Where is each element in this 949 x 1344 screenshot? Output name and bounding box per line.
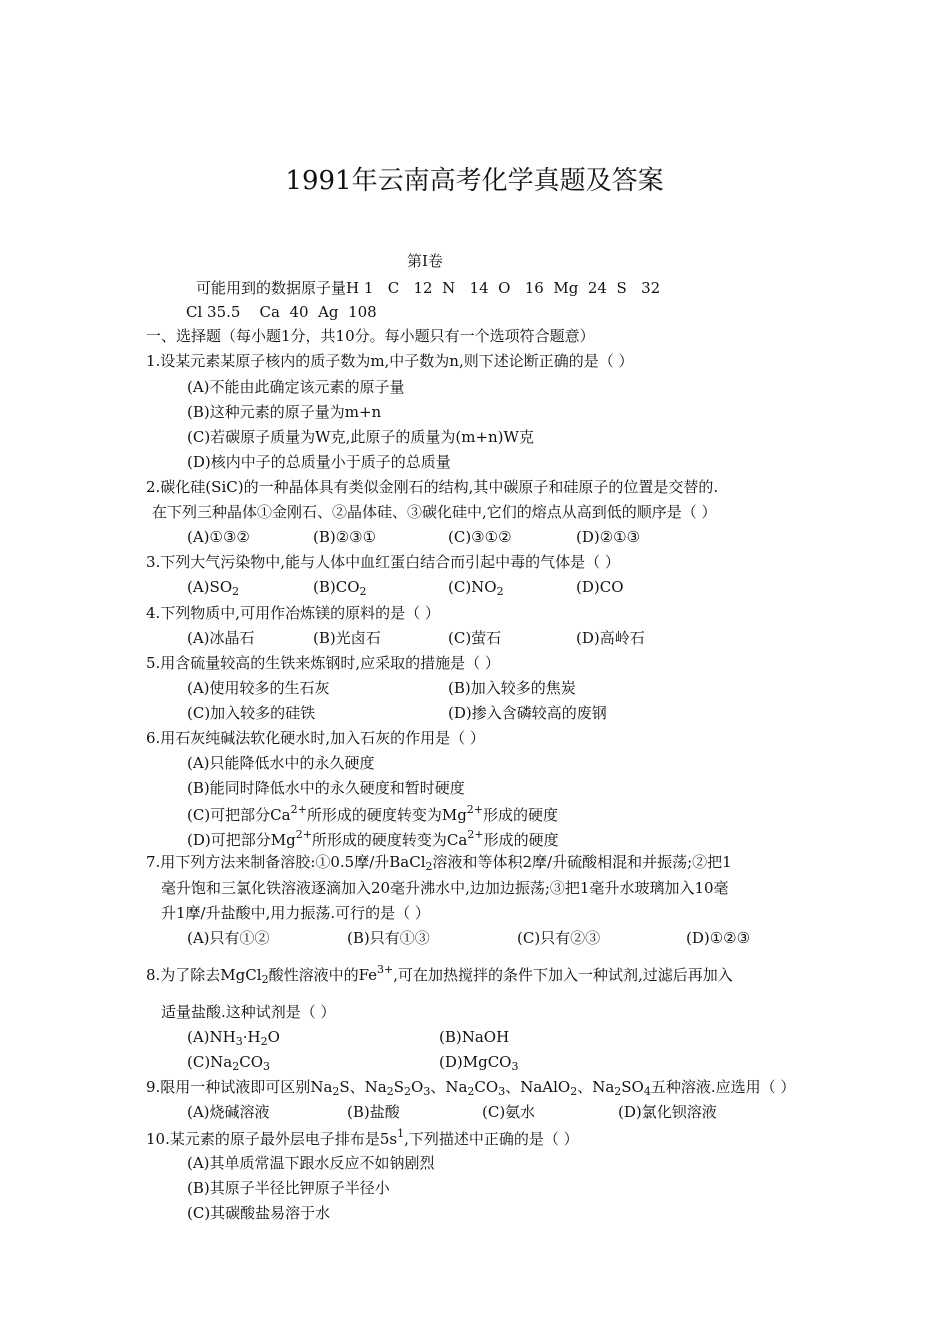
question-8-option-b: (B)NaOH: [439, 1028, 510, 1046]
question-7-option-d: (D)①②③: [686, 929, 751, 947]
question-10-option-b: (B)其原子半径比钾原子半径小: [187, 1179, 390, 1197]
question-9-option-b: (B)盐酸: [347, 1103, 400, 1121]
question-8-option-d: (D)MgCO$_3$: [439, 1053, 519, 1073]
question-1-stem: 1.设某元素某原子核内的质子数为m,中子数为n,则下述论断正确的是（ ）: [146, 352, 634, 370]
question-1-option-b: (B)这种元素的原子量为m+n: [187, 403, 382, 421]
question-5-option-d: (D)掺入含磷较高的废钢: [448, 704, 607, 722]
question-10-option-c: (C)其碳酸盐易溶于水: [187, 1204, 331, 1222]
question-6-option-d: (D)可把部分$Mg^{2+}$所形成的硬度转变为$Ca^{2+}$形成的硬度: [187, 828, 559, 849]
question-4-stem: 4.下列物质中,可用作冶炼镁的原料的是（ ）: [146, 604, 440, 622]
question-1-option-c: (C)若碳原子质量为W克,此原子的质量为(m+n)W克: [187, 428, 534, 446]
question-7-stem-line-1: 7.用下列方法来制备溶胶:①0.5摩/升BaCl$_2$溶液和等体积2摩/升硫酸相混和并振荡;②把1: [146, 853, 732, 873]
question-7-stem-line-3: 升1摩/升盐酸中,用力振荡.可行的是（ ）: [161, 904, 430, 922]
question-3-option-b: $(B)CO_2$: [313, 578, 367, 598]
question-4-option-b: (B)光卤石: [313, 629, 381, 647]
question-1-option-d: (D)核内中子的总质量小于质子的总质量: [187, 453, 451, 471]
question-5-option-c: (C)加入较多的硅铁: [187, 704, 316, 722]
question-6-stem: 6.用石灰纯碱法软化硬水时,加入石灰的作用是（ ）: [146, 729, 485, 747]
question-8-option-c: $(C)Na_2CO_3$: [187, 1053, 271, 1073]
question-2-stem-line-1: 2.碳化硅(SiC)的一种晶体具有类似金刚石的结构,其中碳原子和硅原子的位置是交替的.: [146, 478, 719, 496]
atomic-mass-line-2: Cl 35.5 Ca 40 Ag 108: [186, 303, 377, 321]
question-5-stem: 5.用含硫量较高的生铁来炼钢时,应采取的措施是（ ）: [146, 654, 500, 672]
question-3-option-c: $(C)NO_2$: [448, 578, 504, 598]
atomic-mass-line-1: 可能用到的数据原子量H 1 C 12 N 14 O 16 Mg 24 S 32: [196, 279, 661, 297]
question-2-option-a: (A)①③②: [187, 528, 250, 546]
question-4-option-c: (C)萤石: [448, 629, 502, 647]
question-2-stem-line-2: 在下列三种晶体①金刚石、②晶体硅、③碳化硅中,它们的熔点从高到低的顺序是（ ）: [152, 503, 717, 521]
section-title: 第Ⅰ卷: [407, 252, 443, 270]
question-6-option-b: (B)能同时降低水中的永久硬度和暂时硬度: [187, 779, 465, 797]
question-7-option-b: (B)只有①③: [347, 929, 430, 947]
question-3-option-a: $(A)SO_2$: [187, 578, 240, 598]
question-4-option-d: (D)高岭石: [576, 629, 645, 647]
page-title: 1991年云南高考化学真题及答案: [285, 166, 664, 196]
question-5-option-b: (B)加入较多的焦炭: [448, 679, 576, 697]
question-2-option-c: (C)③①②: [448, 528, 512, 546]
question-10-option-a: (A)其单质常温下跟水反应不如钠剧烈: [187, 1154, 435, 1172]
question-9-stem: 9.限用一种试液即可区别$Na_2S$、$Na_2S_2O_3$、$Na_2CO_3$、NaAlO$_2$、$Na_2SO_4$五种溶液.应选用（ ）: [146, 1078, 796, 1098]
question-3-option-d: (D)CO: [576, 578, 624, 596]
question-2-option-d: (D)②①③: [576, 528, 641, 546]
question-8-option-a: $(A)NH_3\cdot H_2O$: [187, 1028, 280, 1048]
question-10-stem: 10.某元素的原子最外层电子排布是$5s^1$,下列描述中正确的是（ ）: [146, 1127, 579, 1148]
question-1-option-a: (A)不能由此确定该元素的原子量: [187, 378, 405, 396]
question-9-option-a: (A)烧碱溶液: [187, 1103, 270, 1121]
question-9-option-c: (C)氨水: [482, 1103, 536, 1121]
question-4-option-a: (A)冰晶石: [187, 629, 255, 647]
question-3-stem: 3.下列大气污染物中,能与人体中血红蛋白结合而引起中毒的气体是（ ）: [146, 553, 620, 571]
question-7-option-c: (C)只有②③: [517, 929, 601, 947]
question-9-option-d: (D)氯化钡溶液: [618, 1103, 717, 1121]
question-2-option-b: (B)②③①: [313, 528, 377, 546]
question-8-stem-line-1: 8.为了除去MgCl$_2$酸性溶液中的$Fe^{3+}$,可在加热搅拌的条件下加入一种试剂,过滤后再加入: [146, 963, 733, 986]
part-heading: 一、选择题（每小题1分，共10分。每小题只有一个选项符合题意）: [146, 327, 595, 345]
question-6-option-c: (C)可把部分$Ca^{2+}$所形成的硬度转变为$Mg^{2+}$形成的硬度: [187, 803, 559, 824]
question-5-option-a: (A)使用较多的生石灰: [187, 679, 330, 697]
question-6-option-a: (A)只能降低水中的永久硬度: [187, 754, 375, 772]
question-8-stem-line-2: 适量盐酸.这种试剂是（ ）: [161, 1003, 336, 1021]
question-7-option-a: (A)只有①②: [187, 929, 270, 947]
question-7-stem-line-2: 毫升饱和三氯化铁溶液逐滴加入20毫升沸水中,边加边振荡;③把1毫升水玻璃加入10毫: [161, 879, 729, 897]
